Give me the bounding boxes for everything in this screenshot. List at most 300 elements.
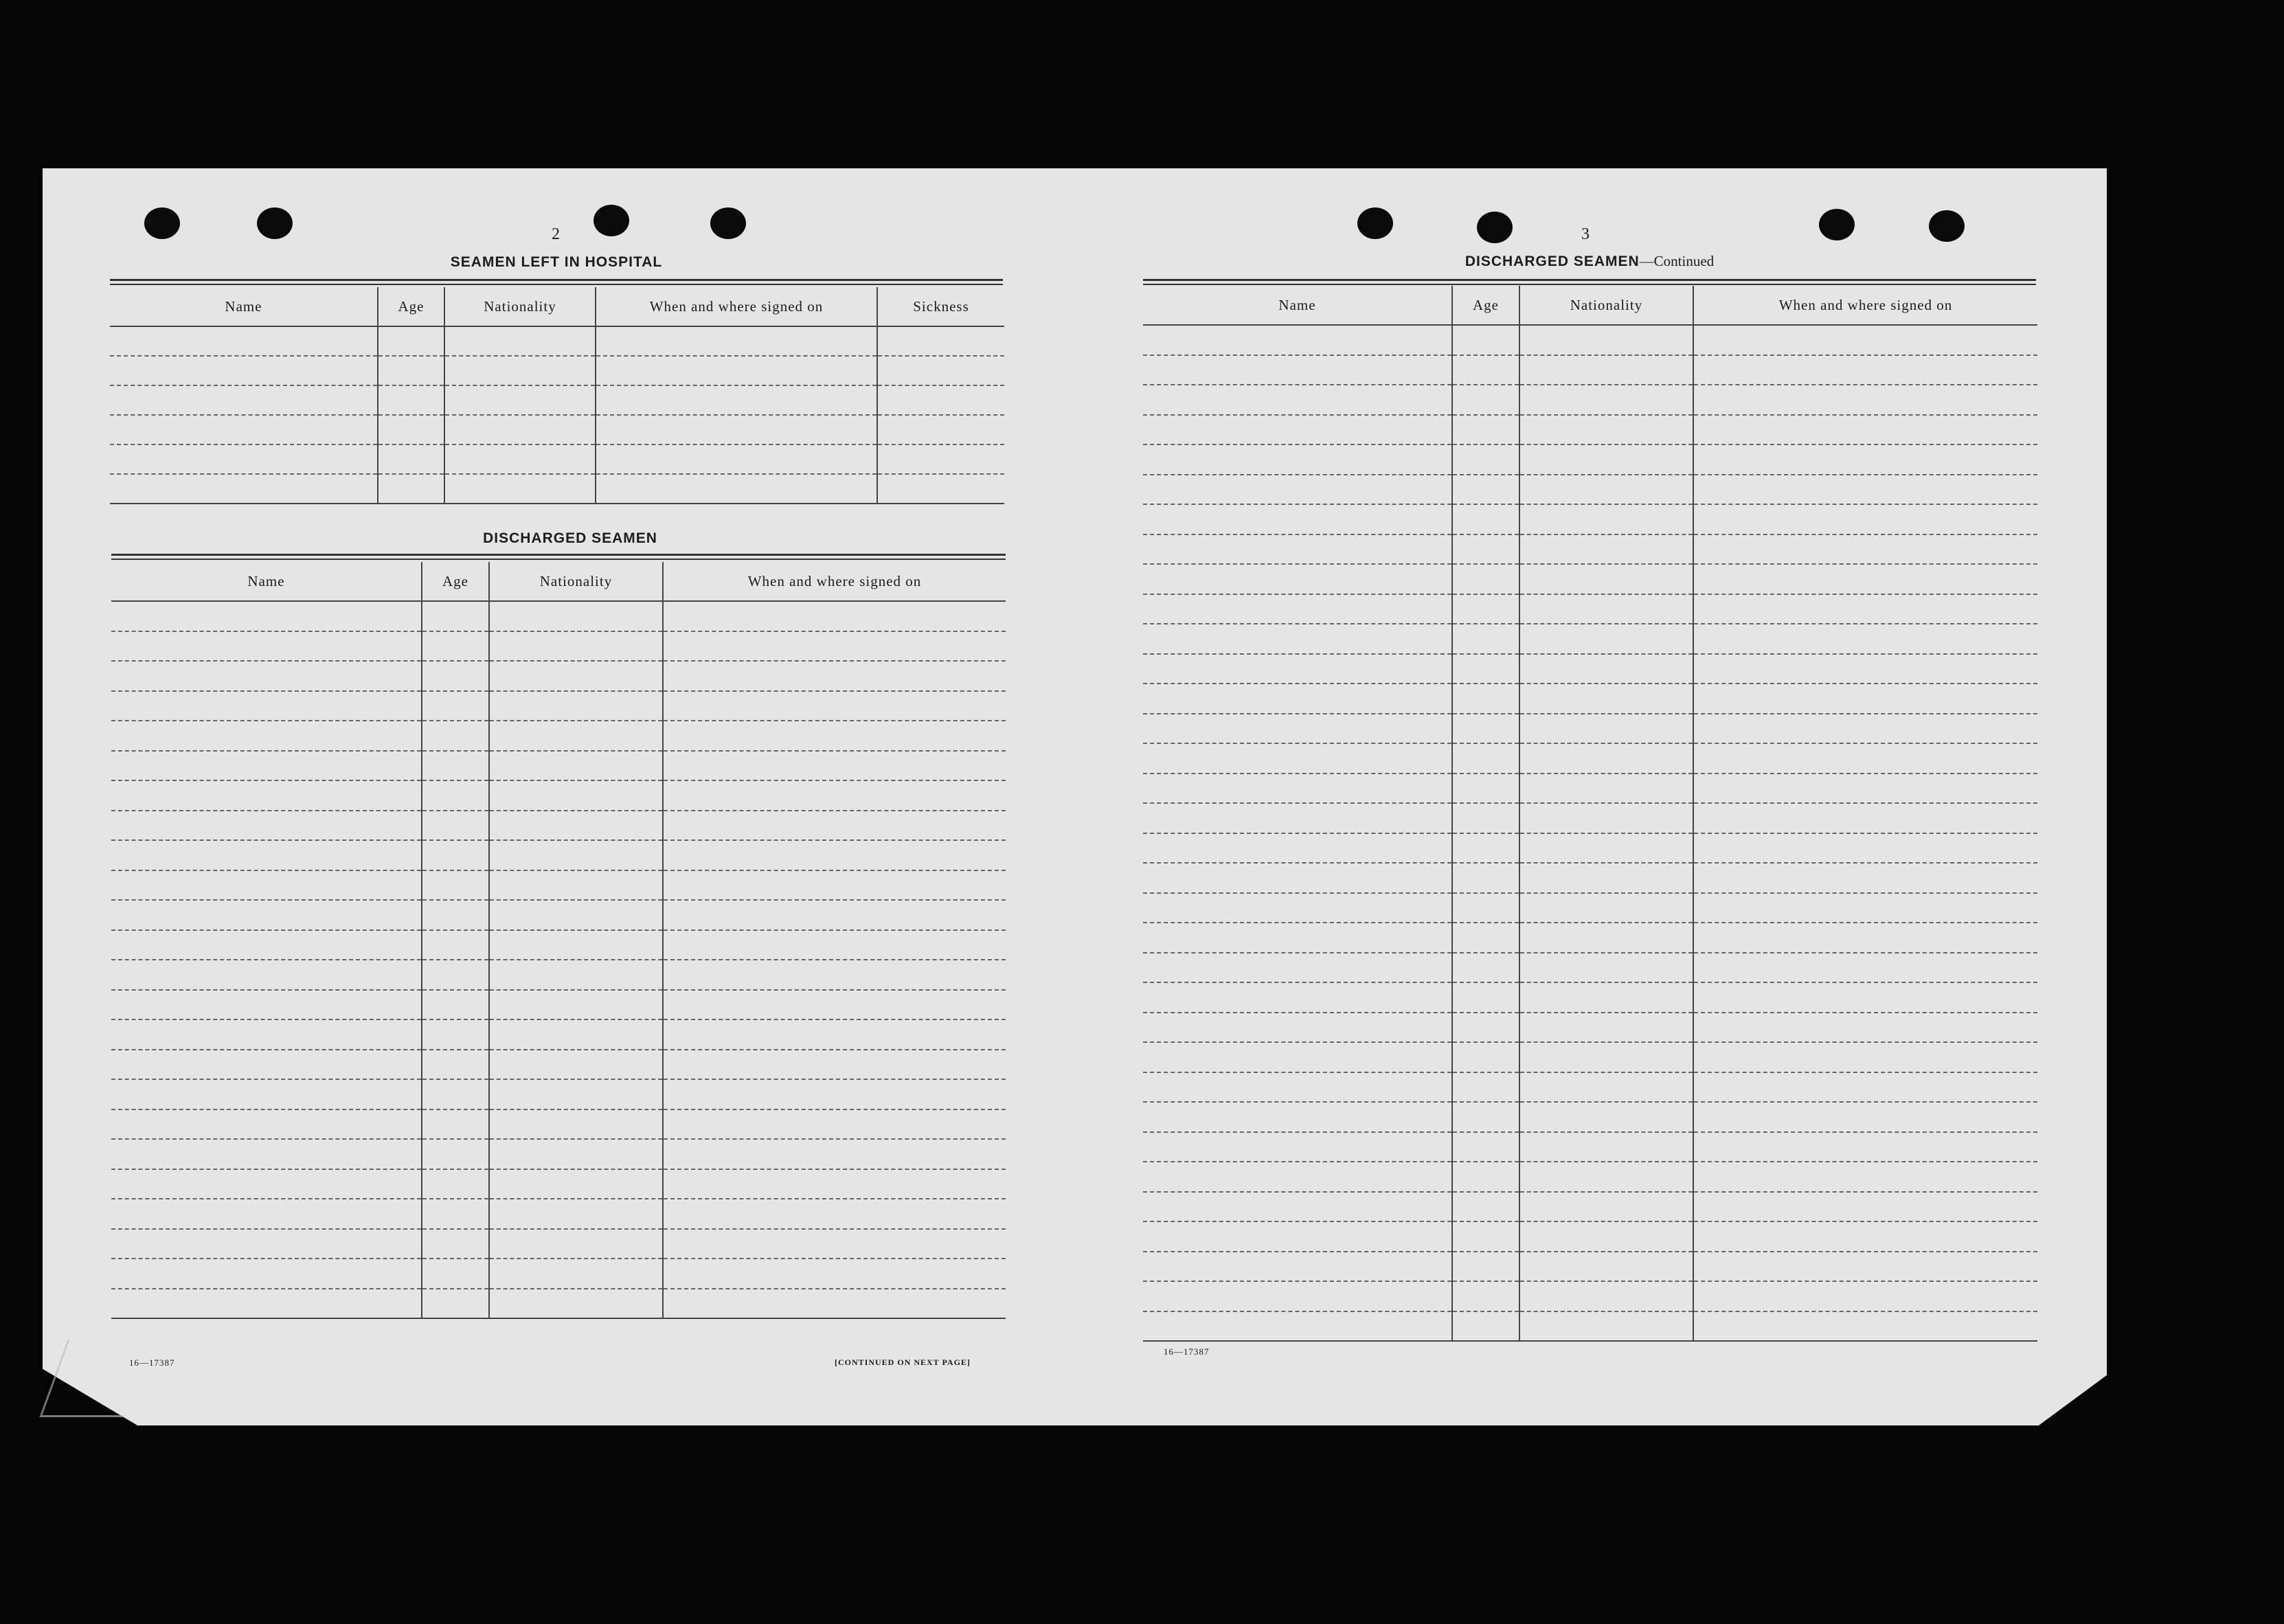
table-cell	[1519, 1252, 1693, 1282]
table-cell	[1693, 594, 2037, 624]
column-header-age: Age	[1452, 286, 1519, 325]
table-row	[1143, 594, 2037, 624]
table-cell	[422, 1019, 489, 1050]
table-cell	[1143, 385, 1452, 415]
table-row	[111, 1259, 1006, 1289]
table-row	[111, 1199, 1006, 1229]
table-row	[111, 930, 1006, 960]
table-cell	[111, 780, 422, 811]
table-cell	[489, 1289, 663, 1319]
table-cell	[1452, 594, 1519, 624]
table-cell	[1143, 1013, 1452, 1043]
column-header-nationality: Nationality	[444, 287, 596, 326]
table-cell	[422, 870, 489, 901]
table-cell	[1452, 1102, 1519, 1132]
table-cell	[663, 960, 1006, 990]
table-cell	[489, 751, 663, 781]
table-row	[1143, 953, 2037, 983]
table-cell	[1519, 504, 1693, 534]
table-cell	[1519, 774, 1693, 804]
table-row	[1143, 982, 2037, 1013]
table-cell	[422, 1139, 489, 1169]
table-row	[111, 1169, 1006, 1199]
table-cell	[489, 721, 663, 751]
column-header-name: Name	[1143, 286, 1452, 325]
table-row	[1143, 385, 2037, 415]
table-cell	[110, 415, 378, 444]
table-cell	[422, 960, 489, 990]
table-row	[1143, 1252, 2037, 1282]
discharged-top-rule-left	[111, 554, 1006, 560]
discharged-section-title-left: DISCHARGED SEAMEN	[483, 530, 657, 546]
table-cell	[663, 631, 1006, 662]
table-row	[111, 990, 1006, 1020]
table-cell	[110, 444, 378, 474]
table-row	[1143, 1102, 2037, 1132]
table-cell	[111, 721, 422, 751]
table-cell	[663, 811, 1006, 841]
table-cell	[1143, 534, 1452, 565]
table-cell	[111, 661, 422, 691]
table-cell	[111, 1199, 422, 1229]
table-cell	[1519, 475, 1693, 505]
table-cell	[1143, 504, 1452, 534]
table-row	[1143, 624, 2037, 654]
table-row	[1143, 1132, 2037, 1162]
table-cell	[663, 1139, 1006, 1169]
table-cell	[1143, 594, 1452, 624]
table-cell	[1519, 714, 1693, 744]
table-cell	[422, 1050, 489, 1080]
table-row	[1143, 1042, 2037, 1072]
table-cell	[596, 356, 877, 385]
table-cell	[1693, 1072, 2037, 1103]
form-code-left: 16—17387	[129, 1357, 175, 1368]
punch-hole	[1819, 209, 1855, 240]
table-cell	[663, 780, 1006, 811]
table-row	[1143, 1013, 2037, 1043]
table-cell	[422, 930, 489, 960]
table-cell	[1693, 534, 2037, 565]
table-cell	[1143, 1102, 1452, 1132]
table-cell	[1452, 1162, 1519, 1192]
table-cell	[663, 1199, 1006, 1229]
table-cell	[1519, 534, 1693, 565]
table-cell	[111, 691, 422, 721]
table-row	[111, 840, 1006, 870]
table-cell	[1143, 863, 1452, 893]
table-cell	[1452, 1013, 1519, 1043]
table-cell	[1143, 1192, 1452, 1222]
table-cell	[1693, 953, 2037, 983]
table-row	[1143, 714, 2037, 744]
table-row	[111, 780, 1006, 811]
table-row	[111, 1109, 1006, 1140]
table-cell	[877, 326, 1004, 356]
table-cell	[444, 474, 596, 504]
table-cell	[111, 960, 422, 990]
table-cell	[111, 1169, 422, 1199]
table-cell	[489, 1259, 663, 1289]
table-row	[1143, 803, 2037, 833]
table-cell	[422, 661, 489, 691]
table-cell	[1143, 684, 1452, 714]
table-cell	[596, 415, 877, 444]
table-cell	[596, 444, 877, 474]
table-cell	[1452, 1042, 1519, 1072]
table-cell	[1519, 1311, 1693, 1342]
table-cell	[111, 840, 422, 870]
table-row	[1143, 774, 2037, 804]
table-cell	[877, 474, 1004, 504]
table-cell	[378, 385, 444, 415]
table-cell	[111, 631, 422, 662]
table-cell	[877, 385, 1004, 415]
table-cell	[1519, 564, 1693, 594]
table-cell	[1519, 594, 1693, 624]
table-row	[110, 444, 1004, 474]
column-header-age: Age	[378, 287, 444, 326]
column-header-nationality: Nationality	[1519, 286, 1693, 325]
table-cell	[1143, 444, 1452, 475]
table-cell	[1693, 475, 2037, 505]
table-cell	[1519, 1132, 1693, 1162]
table-cell	[378, 474, 444, 504]
table-cell	[663, 601, 1006, 631]
table-cell	[378, 356, 444, 385]
table-cell	[663, 1050, 1006, 1080]
table-cell	[489, 631, 663, 662]
table-cell	[1519, 654, 1693, 684]
hospital-top-rule	[110, 279, 1003, 285]
table-cell	[1452, 684, 1519, 714]
table-cell	[1519, 325, 1693, 355]
table-row	[111, 721, 1006, 751]
table-cell	[1693, 1192, 2037, 1222]
table-cell	[489, 930, 663, 960]
table-cell	[1693, 1013, 2037, 1043]
table-cell	[1452, 475, 1519, 505]
table-cell	[489, 780, 663, 811]
table-cell	[1693, 654, 2037, 684]
table-cell	[422, 1169, 489, 1199]
table-cell	[378, 415, 444, 444]
column-header-signed-on: When and where signed on	[1693, 286, 2037, 325]
table-cell	[489, 811, 663, 841]
table-cell	[1519, 803, 1693, 833]
table-cell	[489, 1199, 663, 1229]
table-cell	[1693, 624, 2037, 654]
table-row	[111, 1139, 1006, 1169]
table-cell	[1693, 1102, 2037, 1132]
table-cell	[1519, 624, 1693, 654]
hospital-table	[110, 287, 1004, 504]
table-cell	[444, 356, 596, 385]
table-cell	[444, 326, 596, 356]
table-cell	[663, 1289, 1006, 1319]
table-cell	[1519, 923, 1693, 953]
table-cell	[1452, 714, 1519, 744]
table-cell	[1143, 803, 1452, 833]
table-row	[110, 385, 1004, 415]
table-row	[1143, 415, 2037, 445]
table-cell	[489, 840, 663, 870]
table-cell	[1143, 953, 1452, 983]
table-cell	[1693, 833, 2037, 864]
table-cell	[111, 601, 422, 631]
table-cell	[111, 1019, 422, 1050]
table-row	[1143, 1192, 2037, 1222]
table-cell	[1693, 863, 2037, 893]
table-cell	[111, 870, 422, 901]
table-row	[1143, 355, 2037, 385]
table-row	[1143, 923, 2037, 953]
table-cell	[489, 1079, 663, 1109]
punch-hole	[1929, 210, 1965, 242]
table-cell	[877, 415, 1004, 444]
table-cell	[1693, 1132, 2037, 1162]
column-header-name: Name	[111, 562, 422, 601]
table-row	[110, 415, 1004, 444]
table-cell	[1452, 1192, 1519, 1222]
table-row	[111, 601, 1006, 631]
table-cell	[1519, 444, 1693, 475]
table-cell	[422, 631, 489, 662]
table-cell	[877, 444, 1004, 474]
table-cell	[1143, 564, 1452, 594]
table-cell	[111, 751, 422, 781]
table-row	[1143, 325, 2037, 355]
table-cell	[663, 691, 1006, 721]
table-row	[110, 356, 1004, 385]
table-cell	[1143, 355, 1452, 385]
table-cell	[422, 601, 489, 631]
table-row	[110, 474, 1004, 504]
table-cell	[1693, 774, 2037, 804]
table-cell	[489, 1229, 663, 1259]
table-cell	[1693, 803, 2037, 833]
table-row	[111, 900, 1006, 930]
table-cell	[1519, 415, 1693, 445]
table-cell	[489, 1169, 663, 1199]
table-cell	[1693, 1221, 2037, 1252]
table-cell	[422, 840, 489, 870]
column-header-signed-on: When and where signed on	[663, 562, 1006, 601]
table-row	[1143, 564, 2037, 594]
table-cell	[1519, 1281, 1693, 1311]
table-cell	[111, 1289, 422, 1319]
page-number-right: 3	[1581, 225, 1590, 243]
table-row	[1143, 475, 2037, 505]
table-cell	[422, 990, 489, 1020]
table-cell	[877, 356, 1004, 385]
table-cell	[1693, 893, 2037, 923]
continued-suffix: —Continued	[1639, 253, 1715, 269]
discharged-table-right	[1143, 286, 2037, 1342]
table-cell	[1519, 1221, 1693, 1252]
column-header-name: Name	[110, 287, 378, 326]
table-cell	[1143, 1311, 1452, 1342]
table-cell	[1519, 1162, 1693, 1192]
table-cell	[1452, 624, 1519, 654]
table-row	[111, 1079, 1006, 1109]
table-cell	[489, 900, 663, 930]
table-cell	[111, 1259, 422, 1289]
table-cell	[1143, 714, 1452, 744]
table-cell	[1452, 1281, 1519, 1311]
form-code-right: 16—17387	[1164, 1346, 1210, 1357]
table-cell	[489, 1050, 663, 1080]
table-cell	[1519, 953, 1693, 983]
table-cell	[1693, 444, 2037, 475]
table-cell	[663, 1169, 1006, 1199]
table-cell	[444, 415, 596, 444]
hospital-section-title: SEAMEN LEFT IN HOSPITAL	[450, 254, 663, 270]
table-cell	[111, 900, 422, 930]
table-cell	[1143, 1132, 1452, 1162]
table-cell	[1519, 1013, 1693, 1043]
table-cell	[1693, 743, 2037, 774]
column-header-nationality: Nationality	[489, 562, 663, 601]
table-cell	[1452, 1311, 1519, 1342]
table-cell	[1519, 385, 1693, 415]
table-row	[1143, 743, 2037, 774]
table-cell	[1693, 982, 2037, 1013]
table-cell	[1143, 1252, 1452, 1282]
column-header-sickness: Sickness	[877, 287, 1004, 326]
table-cell	[489, 990, 663, 1020]
table-row	[1143, 1311, 2037, 1342]
table-row	[1143, 893, 2037, 923]
table-cell	[1452, 833, 1519, 864]
table-cell	[1519, 982, 1693, 1013]
table-cell	[1693, 1042, 2037, 1072]
table-cell	[111, 1139, 422, 1169]
table-cell	[1519, 833, 1693, 864]
table-cell	[663, 1109, 1006, 1140]
table-cell	[1452, 743, 1519, 774]
table-row	[111, 870, 1006, 901]
table-cell	[110, 385, 378, 415]
table-cell	[422, 751, 489, 781]
table-cell	[1693, 714, 2037, 744]
table-cell	[1143, 1042, 1452, 1072]
table-cell	[1519, 743, 1693, 774]
table-row	[1143, 1221, 2037, 1252]
table-cell	[663, 870, 1006, 901]
table-cell	[111, 811, 422, 841]
table-cell	[663, 1079, 1006, 1109]
table-row	[1143, 1281, 2037, 1311]
table-cell	[1143, 833, 1452, 864]
table-row	[111, 661, 1006, 691]
table-cell	[1693, 504, 2037, 534]
table-cell	[663, 990, 1006, 1020]
table-cell	[1143, 743, 1452, 774]
table-cell	[422, 900, 489, 930]
table-cell	[422, 780, 489, 811]
table-cell	[1519, 893, 1693, 923]
table-cell	[422, 721, 489, 751]
table-cell	[1452, 534, 1519, 565]
table-cell	[422, 691, 489, 721]
table-cell	[444, 385, 596, 415]
table-cell	[1693, 325, 2037, 355]
punch-hole	[710, 207, 746, 239]
table-cell	[1452, 774, 1519, 804]
table-cell	[489, 691, 663, 721]
table-cell	[1452, 1252, 1519, 1282]
table-cell	[1519, 1192, 1693, 1222]
table-row	[1143, 833, 2037, 864]
table-cell	[111, 930, 422, 960]
table-cell	[1143, 415, 1452, 445]
table-cell	[1143, 1281, 1452, 1311]
table-cell	[1452, 1132, 1519, 1162]
table-row	[1143, 654, 2037, 684]
table-cell	[1519, 684, 1693, 714]
table-cell	[1452, 893, 1519, 923]
table-cell	[1519, 863, 1693, 893]
punch-hole	[257, 207, 293, 239]
table-row	[111, 1050, 1006, 1080]
table-cell	[1452, 325, 1519, 355]
table-cell	[663, 1019, 1006, 1050]
table-row	[111, 1229, 1006, 1259]
table-cell	[422, 1229, 489, 1259]
table-cell	[422, 1289, 489, 1319]
table-row	[111, 960, 1006, 990]
table-cell	[1452, 444, 1519, 475]
table-cell	[1452, 1221, 1519, 1252]
table-row	[1143, 444, 2037, 475]
table-cell	[1693, 385, 2037, 415]
table-cell	[1693, 1252, 2037, 1282]
table-cell	[1519, 1072, 1693, 1103]
table-cell	[596, 474, 877, 504]
punch-hole	[593, 205, 629, 236]
table-cell	[1452, 654, 1519, 684]
table-cell	[663, 661, 1006, 691]
table-cell	[1143, 982, 1452, 1013]
table-row	[110, 326, 1004, 356]
table-cell	[1452, 415, 1519, 445]
table-cell	[111, 990, 422, 1020]
table-cell	[1693, 1311, 2037, 1342]
table-cell	[1452, 564, 1519, 594]
discharged-table-left	[111, 562, 1006, 1319]
table-cell	[1693, 355, 2037, 385]
continued-note: [CONTINUED ON NEXT PAGE]	[835, 1357, 971, 1367]
table-cell	[1143, 654, 1452, 684]
table-row	[1143, 1072, 2037, 1103]
table-row	[111, 751, 1006, 781]
table-cell	[1693, 1162, 2037, 1192]
table-cell	[596, 385, 877, 415]
discharged-section-title-right	[1143, 253, 2036, 270]
table-cell	[111, 1050, 422, 1080]
table-cell	[1143, 923, 1452, 953]
table-row	[111, 691, 1006, 721]
table-cell	[1143, 475, 1452, 505]
table-cell	[663, 840, 1006, 870]
table-cell	[1519, 1042, 1693, 1072]
table-row	[1143, 504, 2037, 534]
discharged-top-rule-right	[1143, 279, 2036, 285]
table-cell	[1452, 982, 1519, 1013]
table-cell	[1143, 624, 1452, 654]
table-row	[1143, 534, 2037, 565]
